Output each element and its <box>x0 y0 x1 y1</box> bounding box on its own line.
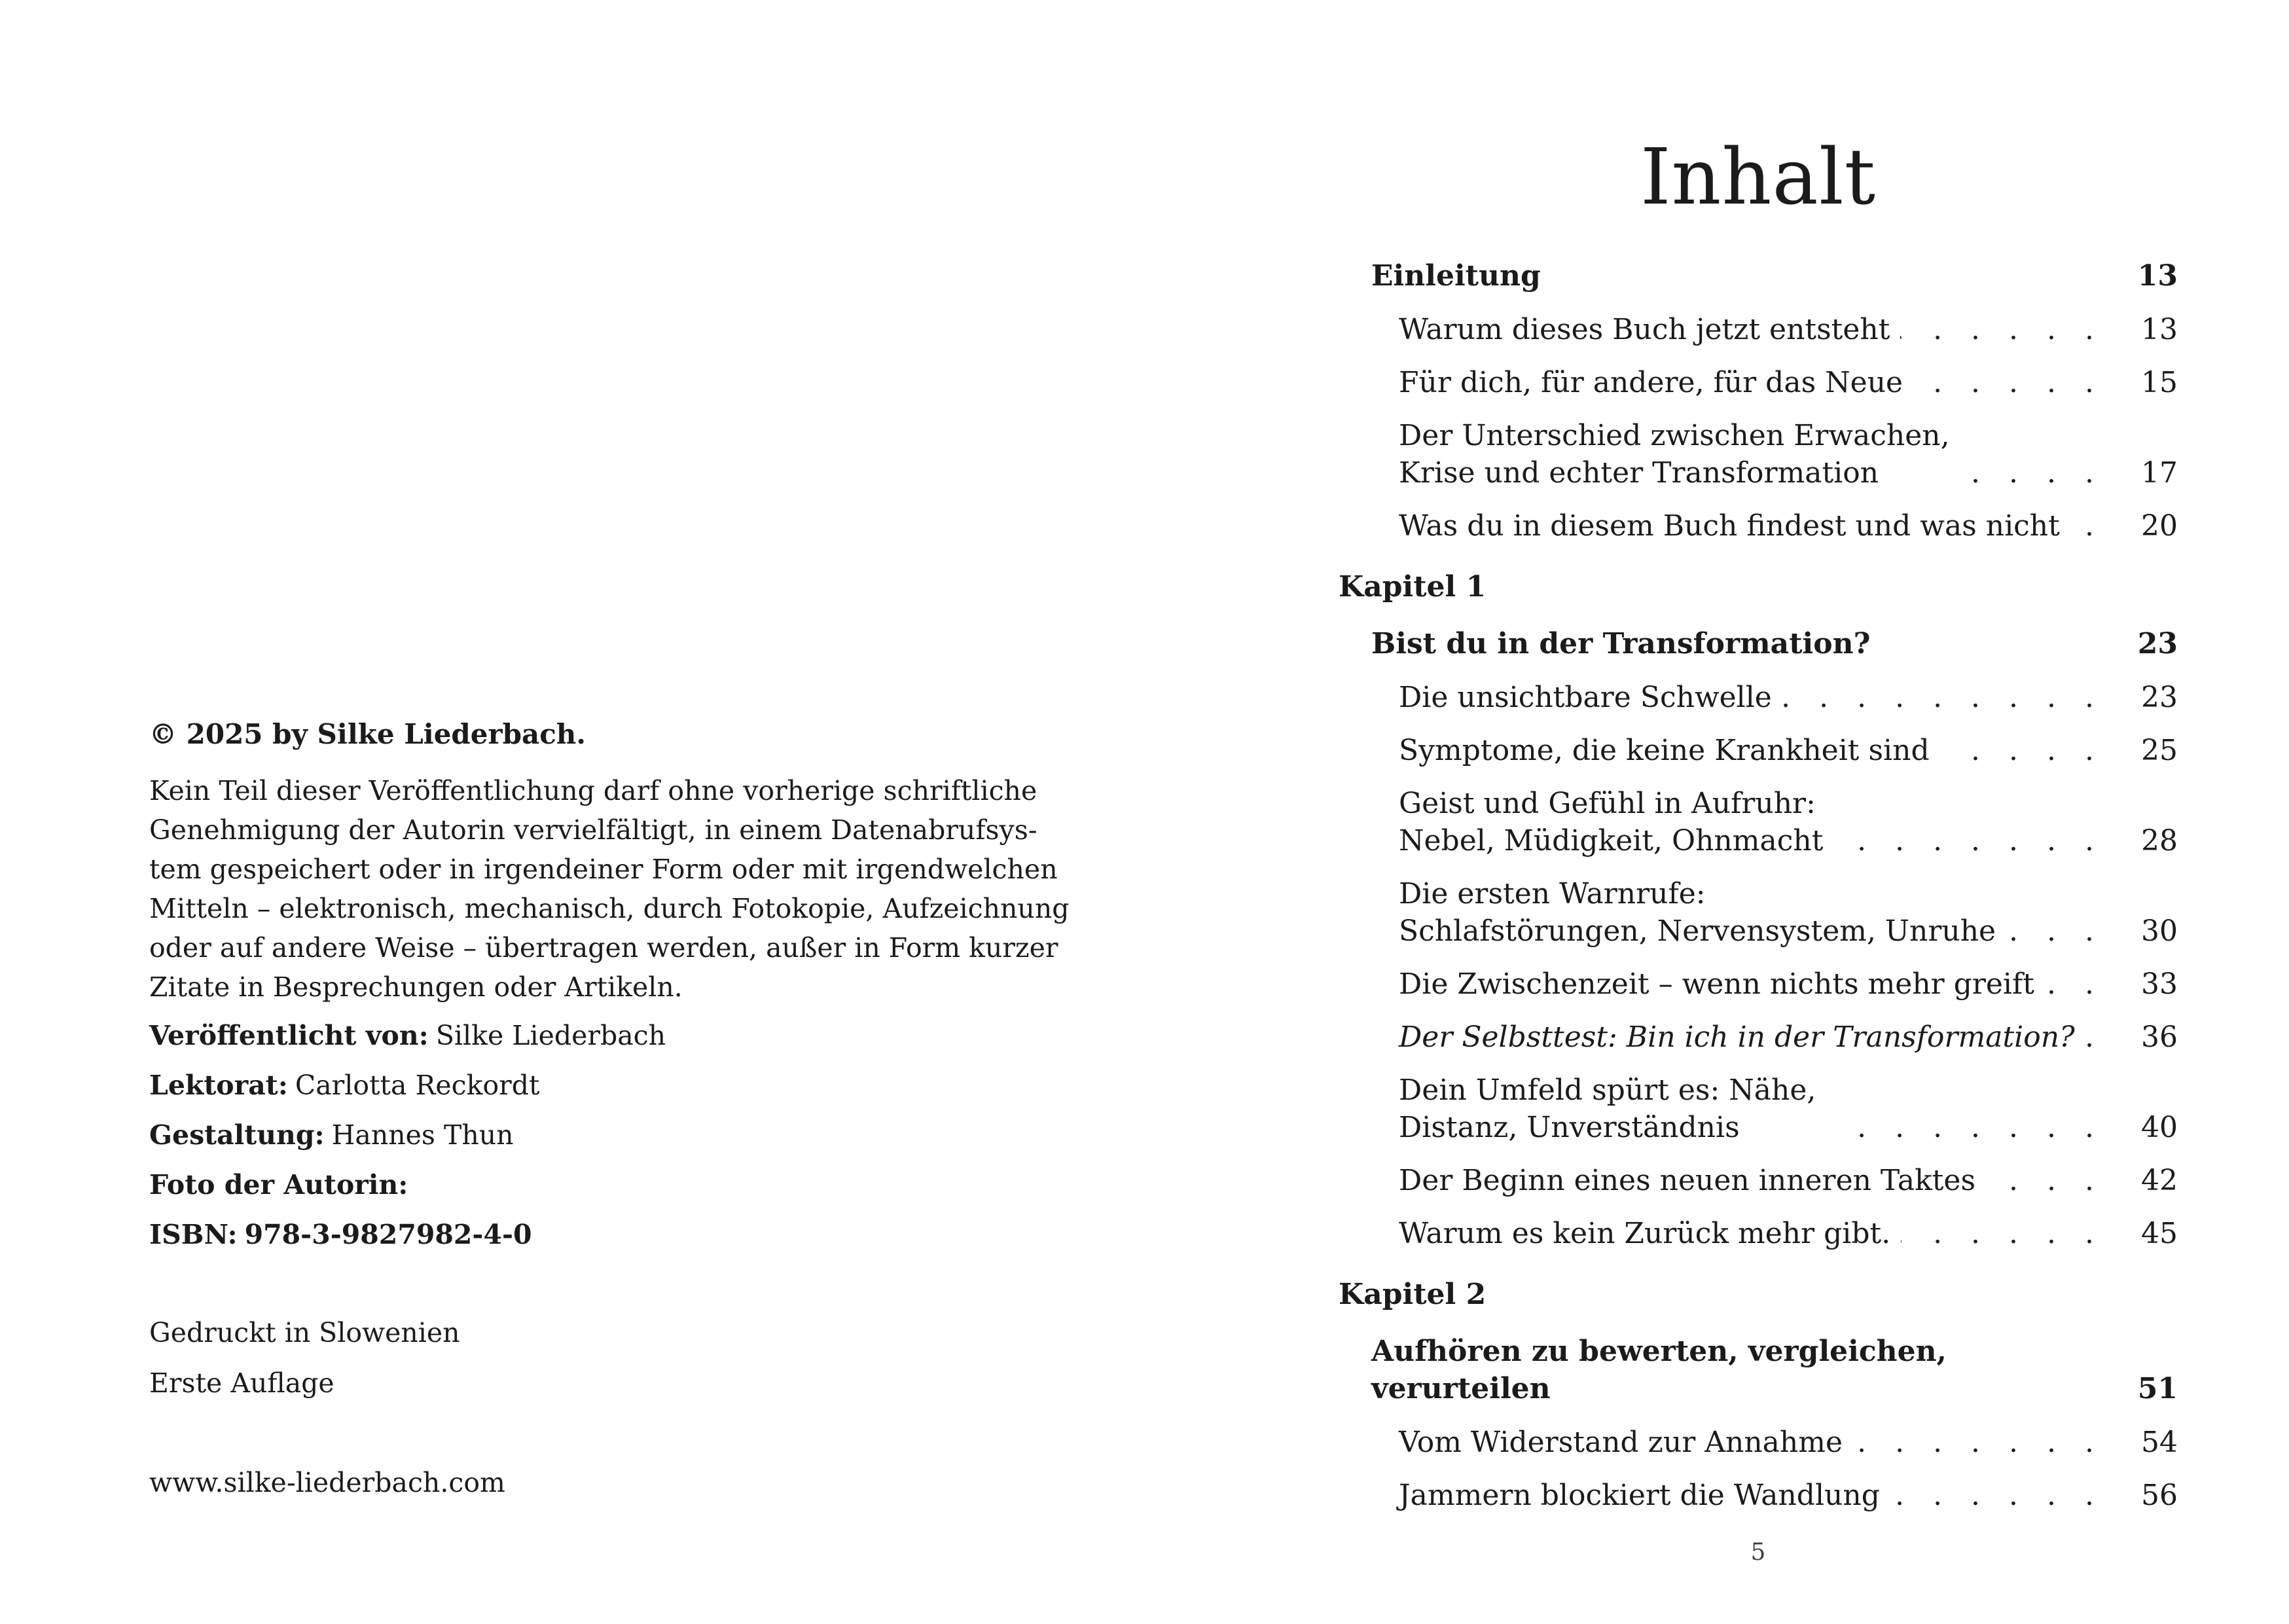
toc-entry-page: 28 <box>2141 824 2178 857</box>
credits-list <box>149 1016 1066 1254</box>
toc-entry <box>1339 785 2178 859</box>
credit-label: Gestaltung: <box>149 1119 325 1151</box>
license-line: Zitate in Besprechungen oder Artikeln. <box>149 971 683 1003</box>
toc-entry-text <box>1399 1162 1975 1199</box>
toc-entry-text <box>1399 507 2060 545</box>
credit-line <box>149 1165 1066 1204</box>
toc-kapitel-label: Kapitel 2 <box>1339 1278 1487 1311</box>
toc-entry <box>1339 417 2178 492</box>
edition-line: Erste Auflage <box>149 1367 334 1399</box>
dot-leader <box>1833 822 2123 859</box>
toc-entry-line: Warum dieses Buch jetzt entsteht <box>1399 313 1890 346</box>
toc-entry-line: Nebel, Müdigkeit, Ohnmacht <box>1399 824 1824 857</box>
credit-line <box>149 1066 1066 1105</box>
imprint-page <box>149 715 1070 1502</box>
toc-entry <box>1339 1215 2178 1252</box>
toc-entry-line: Distanz, Unverständnis <box>1399 1111 1740 1144</box>
toc-chapter-title: Einleitung <box>1371 259 1541 293</box>
dot-leader <box>1853 1424 2123 1461</box>
credit-line <box>149 1016 1066 1055</box>
toc-chapter-row <box>1339 625 2178 662</box>
dot-leader <box>1782 679 2123 716</box>
toc-title: Inhalt <box>1640 132 1877 222</box>
dot-leader <box>2070 507 2123 545</box>
toc-entry-page: 33 <box>2141 967 2178 1001</box>
toc-kapitel-label: Kapitel 1 <box>1339 570 1487 604</box>
toc-entry-text <box>1399 1019 2075 1056</box>
credit-line <box>149 1115 1066 1155</box>
toc-entry-page: 23 <box>2141 681 2178 714</box>
credit-value: Carlotta Reckordt <box>295 1070 540 1101</box>
toc-entry-text <box>1399 1215 1890 1252</box>
toc-entry-line: Für dich, für andere, für das Neue <box>1399 366 1903 399</box>
toc-chapter-page: 13 <box>2137 259 2178 293</box>
toc-entry <box>1339 1162 2178 1199</box>
toc-chapter-row <box>1339 257 2178 295</box>
dot-leader <box>2006 912 2123 950</box>
dot-leader <box>1913 364 2123 401</box>
toc-entry-page: 56 <box>2141 1479 2178 1512</box>
toc-chapter-page: 51 <box>2137 1372 2178 1405</box>
credit-line <box>149 1215 1066 1254</box>
credit-value: Hannes Thun <box>331 1119 514 1151</box>
dot-leader <box>1900 311 2123 348</box>
toc-entry <box>1339 1424 2178 1461</box>
printed-in: Gedruckt in Slowenien <box>149 1317 460 1348</box>
toc-entry-page: 54 <box>2141 1426 2178 1459</box>
credit-label: ISBN: <box>149 1219 238 1250</box>
toc-entry-page: 30 <box>2141 914 2178 948</box>
license-line: tem gespeichert oder in irgendeiner Form oder mit irgendwelchen <box>149 854 1058 885</box>
website-text: www.silke-liederbach.com <box>149 1467 505 1498</box>
toc-chapter-title: Aufhören zu bewerten, vergleichen, verurteilen <box>1371 1335 1947 1405</box>
toc-entry-text <box>1399 732 1930 769</box>
toc-entry-line: Symptome, die keine Krankheit sind <box>1399 734 1930 767</box>
toc-entry-page: 17 <box>2141 456 2178 490</box>
dot-leader <box>1890 1477 2123 1514</box>
toc-entry <box>1339 311 2178 348</box>
toc-entry-text <box>1399 1477 1880 1514</box>
toc-entry <box>1339 1072 2178 1146</box>
toc-entry-page: 20 <box>2141 509 2178 543</box>
toc-entry-line: Die unsichtbare Schwelle <box>1399 681 1772 714</box>
toc-entry-page: 45 <box>2141 1217 2178 1250</box>
toc-entry <box>1339 364 2178 401</box>
toc-entry-line: Warum es kein Zurück mehr gibt. <box>1399 1217 1891 1250</box>
toc-entry-line: Geist und Gefühl in Aufruhr: <box>1399 787 1816 820</box>
toc-page <box>1339 128 2178 1530</box>
dot-leader <box>1826 1109 2123 1146</box>
toc-entry-text <box>1399 785 1823 859</box>
dot-leader <box>1901 1215 2123 1252</box>
license-line: Genehmigung der Autorin vervielfältigt, in einem Datenabrufsys- <box>149 814 1037 846</box>
credit-value: 978-3-9827982-4-0 <box>244 1219 532 1250</box>
toc-entry-line: Jammern blockiert die Wandlung <box>1399 1479 1880 1512</box>
page-number: 5 <box>1750 1539 1766 1566</box>
toc-entry-text <box>1399 417 1950 492</box>
toc-entry-text <box>1399 1424 1843 1461</box>
toc-entry-text <box>1399 1072 1816 1146</box>
dot-leader <box>2085 1019 2123 1056</box>
toc-entry-line: Vom Widerstand zur Annahme <box>1399 1426 1843 1459</box>
toc-list <box>1339 257 2178 1514</box>
credit-label: Foto der Autorin: <box>149 1169 408 1200</box>
toc-entry <box>1339 732 2178 769</box>
credit-value: Silke Liederbach <box>435 1020 666 1051</box>
credit-label: Veröffentlicht von: <box>149 1020 429 1051</box>
dot-leader <box>1960 454 2123 492</box>
license-paragraph <box>149 771 1070 1007</box>
toc-entry-line: Dein Umfeld spürt es: Nähe, <box>1399 1074 1816 1107</box>
toc-entry <box>1339 1019 2178 1056</box>
toc-chapter-title: Bist du in der Transformation? <box>1371 627 1871 660</box>
toc-entry <box>1339 965 2178 1003</box>
toc-chapter-page: 23 <box>2137 627 2178 660</box>
toc-entry-line: Die ersten Warnrufe: <box>1399 877 1706 911</box>
toc-entry-line: Der Selbsttest: Bin ich in der Transformation? <box>1399 1020 2075 1054</box>
toc-entry <box>1339 875 2178 950</box>
toc-entry-line: Der Unterschied zwischen Erwachen, <box>1399 419 1950 452</box>
toc-entry-page: 15 <box>2141 366 2178 399</box>
credit-label: Lektorat: <box>149 1070 288 1101</box>
toc-entry-text <box>1399 875 1996 950</box>
toc-entry-line: Die Zwischenzeit – wenn nichts mehr greift <box>1399 967 2034 1001</box>
toc-entry-page: 36 <box>2141 1020 2178 1054</box>
toc-entry-line: Krise und echter Transformation <box>1399 456 1879 490</box>
toc-entry-page: 42 <box>2141 1164 2178 1197</box>
license-line: oder auf andere Weise – übertragen werden, außer in Form kurzer <box>149 932 1058 964</box>
toc-entry-line: Schlafstörungen, Nervensystem, Unruhe <box>1399 914 1996 948</box>
toc-entry-page: 25 <box>2141 734 2178 767</box>
toc-entry-line: Was du in diesem Buch findest und was nicht <box>1399 509 2060 543</box>
dot-leader <box>1986 1162 2123 1199</box>
toc-entry-text <box>1399 364 1903 401</box>
copyright-line: © 2025 by Silke Liederbach. <box>149 718 586 750</box>
toc-entry-text <box>1399 311 1890 348</box>
dot-leader <box>1940 732 2123 769</box>
toc-entry <box>1339 507 2178 545</box>
dot-leader <box>2045 965 2123 1003</box>
toc-entry-page: 40 <box>2141 1111 2178 1144</box>
toc-entry <box>1339 679 2178 716</box>
toc-chapter-row <box>1339 1333 2178 1407</box>
toc-entry-text <box>1399 965 2034 1003</box>
license-line: Kein Teil dieser Veröffentlichung darf ohne vorherige schriftliche <box>149 775 1037 806</box>
toc-entry <box>1339 1477 2178 1514</box>
license-line: Mitteln – elektronisch, mechanisch, durch Fotokopie, Aufzeichnung <box>149 893 1070 924</box>
toc-entry-page: 13 <box>2141 313 2178 346</box>
toc-entry-text <box>1399 679 1772 716</box>
toc-entry-line: Der Beginn eines neuen inneren Taktes <box>1399 1164 1976 1197</box>
